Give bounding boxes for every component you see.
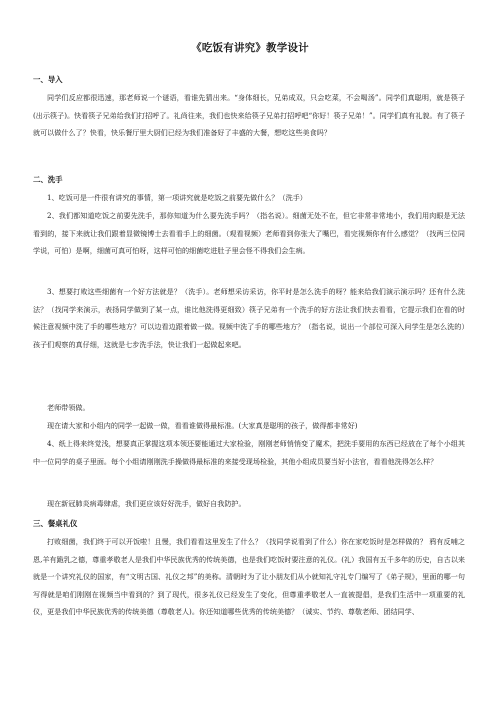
- paragraph-intro: 同学们反应都很迅速，那老师说一个谜语，看谁先猜出来。“身体细长，兄弟成双，只会吃菜，不会喝汤”。同学们真聪明，就是筷子(出示筷子)。快看筷子兄弟给我们打招呼了。礼尚往来，我们也快来给筷子兄弟打招呼吧“你好！筷子兄弟！”。同学们真有礼貌。有了筷子就可以做什么了？快看，快乐餐厅里大厨们已经为我们准备好了丰盛的大餐，想吃这些美食吗？: [33, 93, 465, 138]
- paragraph-handwash-4: 老师带领做。: [47, 403, 90, 412]
- paragraph-handwash-2: 2、我们都知道吃饭之前要先洗手，那你知道为什么要先洗手吗？（指名说）。细菌无处不在，但它非常非常地小，我们用肉眼是无法看到的，接下来就让我们跟着显微镜博士去看看手上的细菌。（观看视频）老师看到你张大了嘴巴，看完视频你有什么感觉？（找两三位同学说，可怕）是啊，细菌可真可怕呀，这样可怕的细菌吃进肚子里会怪不得我们会生病。: [33, 211, 465, 256]
- paragraph-table-manners: 打败细菌，我们终于可以开饭啦！且慢，我们看看这里发生了什么？（找同学说看到了什么）你在家吃饭时是怎样做的？ 鸦有反哺之恩,羊有跪乳之德，尊重孝敬老人是我们中华民族优秀的传统美德，也是我们吃饭时要注意的礼仪。(礼）我国有五千多年的历史，自古以来就是一个讲究礼仪的国家，有“文明古国、礼仪之邦”的美称。清朝时为了让小朋友们从小就知礼守礼专门编写了《弟子规》，里面的哪一句写得就是咱们刚刚在视频当中看到的？到了现代，很多礼仪已经发生了变化，但尊重孝敬老人一直被提倡，是我们生活中一项重要的礼仪，更是我们中华民族优秀的传统美德（尊敬老人)。你还知道哪些优秀的传统美德？（诚实、节约、尊敬老师、团结同学、: [33, 537, 465, 617]
- document-title: 《吃饭有讲究》教学设计: [191, 42, 309, 54]
- paragraph-handwash-6: 4、纸上得来终觉浅，想要真正掌握这项本领还要能通过大家检验，刚刚老师悄悄变了魔术，把洗手要用的东西已经放在了每个小组其中一位同学的桌子里面。每个小组请刚刚洗手操做得最标准的来接受现场检验，其他小组成员要当好小法官，看看他洗得怎么样？: [33, 439, 465, 466]
- paragraph-handwash-1: 1、吃饭可是一件很有讲究的事情，第一项讲究就是吃饭之前要先做什么？（洗手）: [47, 193, 307, 202]
- paragraph-handwash-7: 现在新冠肺炎病毒肆虐，我们更应该好好洗手，做好自我防护。: [47, 499, 246, 508]
- section-heading-table-manners: 三、餐桌礼仪: [33, 519, 78, 528]
- paragraph-handwash-3: 3、想要打败这些细菌有一个好方法就是？（洗手）。老师想采访采访，你平时是怎么洗手的呀？能来给我们演示演示吗？还有什么洗法？（找同学来演示，表扬同学做到了某一点，谁比他洗得更细致）筷子兄弟有一个洗手的好方法让我们快去看看，它提示我们在看的时候注意视频中洗了手的哪些地方？可以边看边跟着做一做。视频中洗了手的哪些地方？（指名说，说出一个部位可深入问学生是怎么洗的）孩子们观察的真仔细，这就是七步洗手法，快让我们一起做起来吧。: [33, 287, 465, 349]
- paragraph-handwash-5: 现在请大家和小组内的同学一起做一做，看看谁做得最标准。(大家真是聪明的孩子，做得都非常好): [47, 421, 358, 430]
- section-heading-intro: 一、导入: [33, 75, 63, 84]
- section-heading-handwash: 二、洗手: [33, 175, 63, 184]
